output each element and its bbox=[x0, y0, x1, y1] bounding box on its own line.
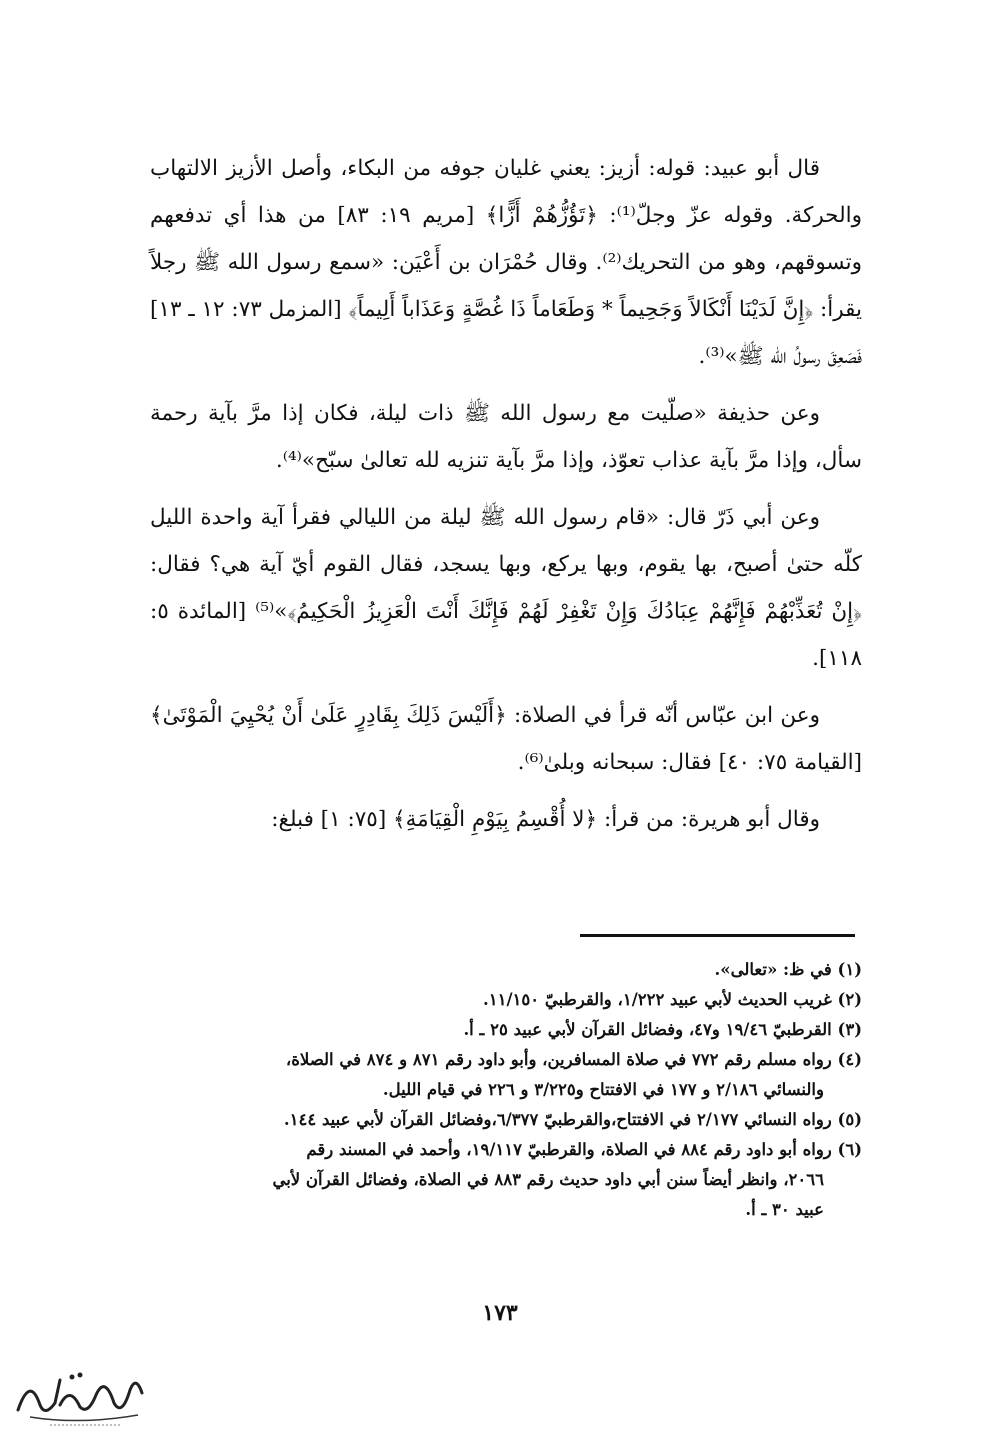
page-number: ١٧٣ bbox=[482, 1300, 518, 1326]
footnote-6-continued: ٢٠٦٦، وانظر أيضاً سنن أبي داود حديث رقم ٨٨٣ في الصلاة، وفضائل القرآن لأبي bbox=[272, 1170, 824, 1189]
footnote-divider bbox=[580, 934, 855, 937]
footnote-2: (٢) غريب الحديث لأبي عبيد ١/٢٢٢، والقرطبيّ ١١/١٥٠. bbox=[483, 990, 862, 1009]
footnote-4: (٤) رواه مسلم رقم ٧٧٢ في صلاة المسافرين، وأبو داود رقم ٨٧١ و ٨٧٤ في الصلاة، bbox=[285, 1050, 862, 1069]
footnote-1: (١) في ظ: «تعالى». bbox=[714, 960, 862, 979]
footnote-6: (٦) رواه أبو داود رقم ٨٨٤ في الصلاة، والقرطبيّ ١٩/١١٧، وأحمد في المسند رقم bbox=[306, 1140, 862, 1159]
footnote-3: (٣) القرطبيّ ١٩/٤٦ و٤٧، وفضائل القرآن لأبي عبيد ٢٥ ـ أ. bbox=[463, 1020, 862, 1039]
footnote-6-continued-2: عبيد ٣٠ ـ أ. bbox=[745, 1200, 824, 1219]
calligraphy-logo-icon bbox=[10, 1355, 150, 1433]
calligraphy-logo bbox=[10, 1355, 150, 1433]
footnotes bbox=[150, 955, 862, 1225]
main-text bbox=[150, 145, 862, 853]
paragraph-3: وعن أبي ذَرّ قال: «قام رسول الله ﷺ ليلة من الليالي فقرأ آية واحدة الليل كلّه حتىٰ أصبح، بها يقوم، وبها يركع، وبها يسجد، فقال القوم أيّ آية هي؟ فقال: ﴿إِنْ تُعَذِّبْهُمْ فَإِنَّهُمْ عِبَادُكَ وَإِنْ تَغْفِرْ لَهُمْ فَإِنَّكَ أَنْتَ الْعَزِيزُ الْحَكِيمُ﴾»⁽⁵⁾ [المائدة ٥: ١١٨]. bbox=[150, 505, 862, 671]
paragraph-5: وقال أبو هريرة: من قرأ: ﴿لا أُقْسِمُ بِيَوْمِ الْقِيَامَةِ﴾ [٧٥: ١] فبلغ: bbox=[271, 807, 820, 832]
paragraph-2: وعن حذيفة «صلّيت مع رسول الله ﷺ ذات ليلة، فكان إذا مرَّ بآية رحمة سأل، وإذا مرَّ بآية عذاب تعوّذ، وإذا مرَّ بآية تنزيه لله تعالىٰ سبّح»⁽⁴⁾. bbox=[150, 401, 862, 473]
paragraph-4: وعن ابن عبّاس أنّه قرأ في الصلاة: ﴿أَلَيْسَ ذَلِكَ بِقَادِرٍ عَلَىٰ أَنْ يُحْيِيَ الْمَوْتَىٰ﴾ [القيامة ٧٥: ٤٠] فقال: سبحانه وبلىٰ⁽⁶⁾. bbox=[150, 703, 862, 775]
footnote-4-continued: والنسائي ٢/١٨٦ و ١٧٧ في الافتتاح و٣/٢٢٥ و ٢٢٦ في قيام الليل. bbox=[382, 1080, 824, 1099]
paragraph-1: قال أبو عبيد: قوله: أزيز: يعني غليان جوفه من البكاء، وأصل الأزيز الالتهاب والحركة. وقوله عزّ وجلّ⁽¹⁾: ﴿تَؤُزُّهُمْ أَزًّا﴾ [مريم ١٩: ٨٣] من هذا أي تدفعهم وتسوقهم، وهو من التحريك⁽²⁾. وقال حُمْرَان بن أَعْيَن: «سمع رسول الله ﷺ رجلاً يقرأ: ﴿إِنَّ لَدَيْنَا أَنْكَالاً وَجَحِيماً * وَطَعَاماً ذَا غُصَّةٍ وَعَذَاباً أَلِيماً﴾ [المزمل ٧٣: ١٢ ـ ١٣] فَصَعِقَ رسولُ الله ﷺ»⁽³⁾. bbox=[150, 156, 862, 369]
footnote-5: (٥) رواه النسائي ٢/١٧٧ في الافتتاح،والقرطبيّ ٦/٣٧٧،وفضائل القرآن لأبي عبيد ١٤٤. bbox=[283, 1110, 862, 1129]
